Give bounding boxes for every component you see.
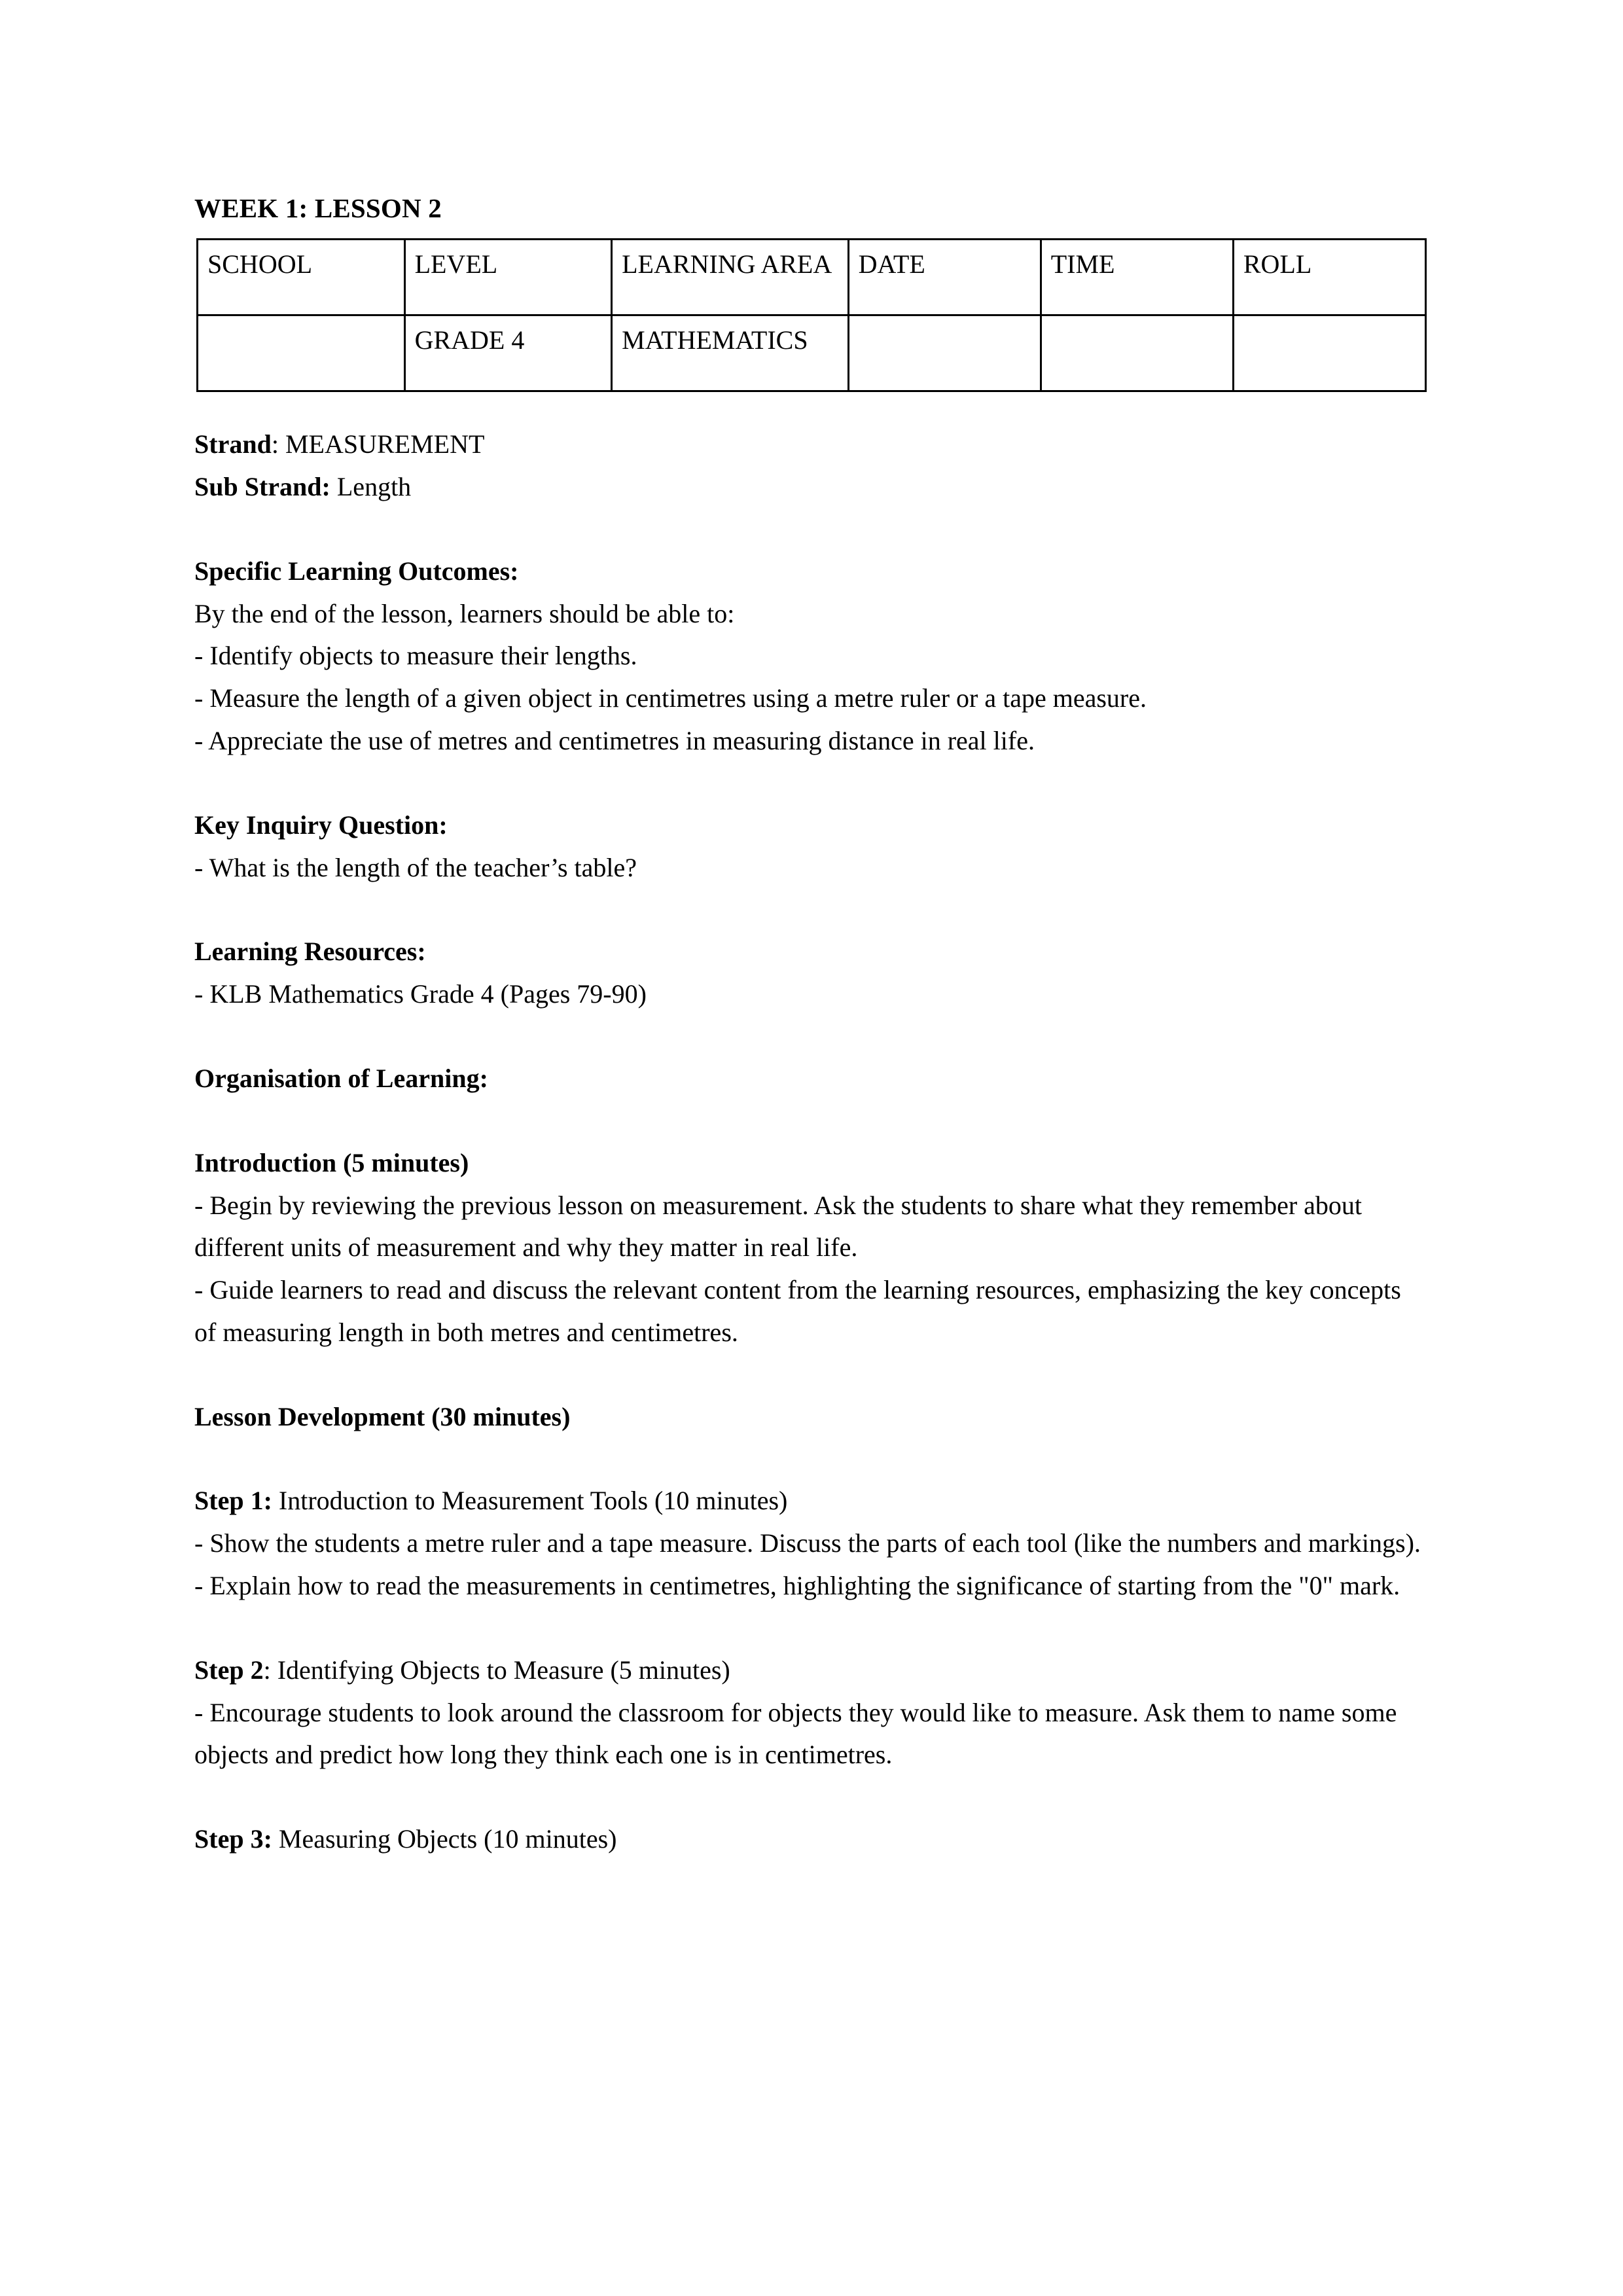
sub-strand-value: Length xyxy=(330,471,412,501)
strand-line xyxy=(194,423,1423,466)
outcome-item: - Measure the length of a given object in centimetres using a metre ruler or a tape measure. xyxy=(194,683,1147,713)
step-1-item: - Explain how to read the measurements in centimetres, highlighting the significance of starting from the "0" mark. xyxy=(194,1571,1400,1601)
table-header-date: DATE xyxy=(848,240,1041,315)
table-header-level: LEVEL xyxy=(404,240,612,315)
table-header-roll: ROLL xyxy=(1233,240,1425,315)
table-cell-time xyxy=(1041,315,1233,391)
table-cell-school xyxy=(198,315,405,391)
key-inquiry-question-heading: Key Inquiry Question: xyxy=(194,810,448,840)
spacer xyxy=(194,1607,1423,1649)
spacer xyxy=(194,1438,1423,1480)
specific-learning-outcomes-heading: Specific Learning Outcomes: xyxy=(194,556,519,586)
step-2-heading xyxy=(194,1649,1423,1692)
sub-strand-label: Sub Strand: xyxy=(194,471,330,501)
step-3-heading xyxy=(194,1818,1423,1861)
table-cell-roll xyxy=(1233,315,1425,391)
introduction-item: - Guide learners to read and discuss the relevant content from the learning resources, emphasizing the key concepts of measuring length in both metres and centimetres. xyxy=(194,1275,1401,1347)
step-3-title: Measuring Objects (10 minutes) xyxy=(272,1824,617,1854)
spacer xyxy=(194,1100,1423,1142)
table-header-learning-area: LEARNING AREA xyxy=(612,240,848,315)
strand-value: MEASUREMENT xyxy=(285,429,485,459)
lesson-body xyxy=(194,423,1423,1861)
spacer xyxy=(194,509,1423,550)
strand-separator: : xyxy=(271,429,285,459)
page-title: WEEK 1: LESSON 2 xyxy=(194,193,442,223)
outcome-item: - Appreciate the use of metres and centimetres in measuring distance in real life. xyxy=(194,725,1035,755)
learning-resources-heading: Learning Resources: xyxy=(194,937,426,967)
step-2-item: - Encourage students to look around the classroom for objects they would like to measure. Ask them to name some objects and predict how long they think each one is in centimetres. xyxy=(194,1697,1397,1770)
key-inquiry-question-item: - What is the length of the teacher’s table? xyxy=(194,852,637,882)
spacer xyxy=(194,889,1423,931)
spacer xyxy=(194,1776,1423,1818)
introduction-item: - Begin by reviewing the previous lesson on measurement. Ask the students to share what they remember about different units of measurement and why they matter in real life. xyxy=(194,1190,1363,1263)
outcome-item: - Identify objects to measure their lengths. xyxy=(194,641,637,671)
spacer xyxy=(194,762,1423,804)
table-header-time: TIME xyxy=(1041,240,1233,315)
lesson-development-heading: Lesson Development (30 minutes) xyxy=(194,1401,571,1431)
spacer xyxy=(194,1016,1423,1058)
spacer xyxy=(194,1354,1423,1396)
sub-strand-line xyxy=(194,466,1423,509)
table-header-row xyxy=(198,240,1426,315)
step-2-label: Step 2 xyxy=(194,1655,264,1685)
learning-resources-item: - KLB Mathematics Grade 4 (Pages 79-90) xyxy=(194,979,647,1009)
table-cell-level: GRADE 4 xyxy=(404,315,612,391)
table-cell-learning-area: MATHEMATICS xyxy=(612,315,848,391)
strand-label: Strand xyxy=(194,429,272,459)
table-header-school: SCHOOL xyxy=(198,240,405,315)
table-cell-date xyxy=(848,315,1041,391)
step-1-title: Introduction to Measurement Tools (10 minutes) xyxy=(272,1486,788,1516)
step-1-heading xyxy=(194,1480,1423,1522)
step-1-item: - Show the students a metre ruler and a tape measure. Discuss the parts of each tool (like the numbers and markings). xyxy=(194,1528,1421,1558)
organisation-of-learning-heading: Organisation of Learning: xyxy=(194,1063,488,1093)
step-2-title: : Identifying Objects to Measure (5 minutes) xyxy=(263,1655,730,1685)
lesson-meta-table xyxy=(196,238,1427,392)
introduction-heading: Introduction (5 minutes) xyxy=(194,1147,469,1177)
table-row xyxy=(198,315,1426,391)
specific-learning-outcomes-intro: By the end of the lesson, learners should be able to: xyxy=(194,598,735,628)
step-1-label: Step 1: xyxy=(194,1486,272,1516)
step-3-label: Step 3: xyxy=(194,1824,272,1854)
